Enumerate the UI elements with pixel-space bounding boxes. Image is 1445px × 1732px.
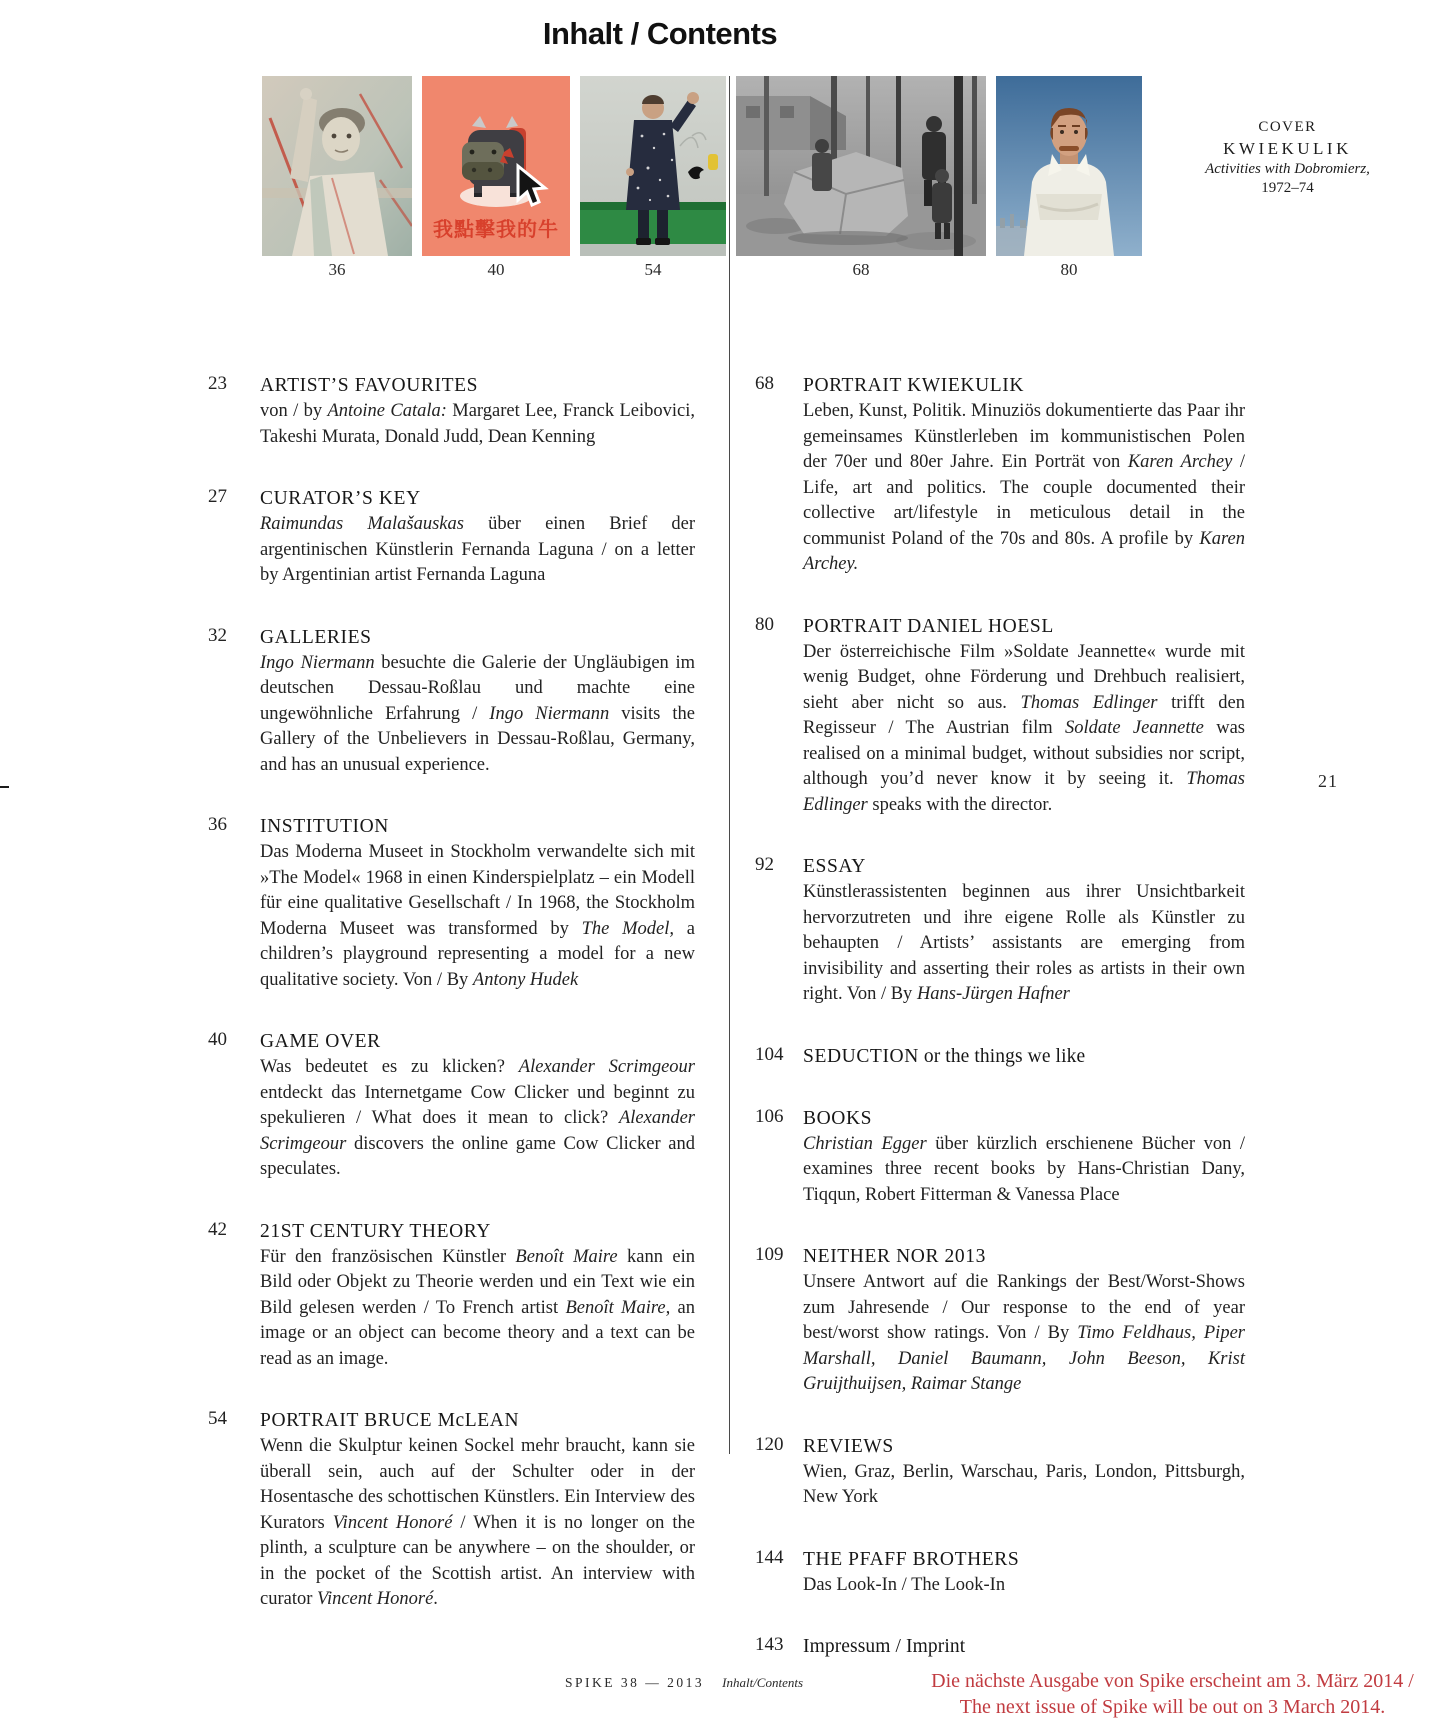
toc-entry-120 — [755, 1434, 1245, 1511]
toc-entry-143 — [755, 1634, 1245, 1660]
toc-entry-title: SEDUCTION or the things we like — [803, 1045, 1086, 1067]
toc-entry-description: Das Moderna Museet in Stockholm verwandelte sich mit »The Model« 1968 in einen Kinderspielplatz – ein Modell für eine qualitative Gesellschaft / In 1968, the Stockholm Moderna Museet was transformed by The Model, a children’s playground representing a model for a new qualitative society. Von / By Antony Hudek — [260, 842, 695, 990]
toc-entry-144 — [755, 1547, 1245, 1599]
toc-entry-80 — [755, 614, 1245, 819]
kwiekulik-forest-photo-illustration — [736, 76, 986, 256]
toc-entry-page-number: 104 — [755, 1043, 784, 1065]
toc-entry-description: Ingo Niermann besuchte die Galerie der Ungläubigen im deutschen Dessau-Roßlau und machte eine ungewöhnliche Erfahrung / Ingo Niermann visits the Gallery of the Unbelievers in Dessau-Roßlau, Germany, and has an unusual experience. — [260, 652, 695, 775]
toc-entry-title: NEITHER NOR 2013 — [803, 1246, 986, 1267]
cover-credit — [1180, 118, 1395, 199]
toc-entry-description: Künstlerassistenten beginnen aus ihrer Unsichtbarkeit hervorzutreten und ihre eigene Rolle als Künstler zu behaupten / Artists’ assistants are emerging from invisibility and asserting their roles as artists in their own right. Von / By Hans-Jürgen Hafner — [803, 882, 1245, 1004]
cover-credit-years: 1972–74 — [1261, 180, 1314, 197]
toc-entry-page-number: 42 — [208, 1218, 227, 1240]
toc-entry-title: PORTRAIT BRUCE McLEAN — [260, 1410, 520, 1431]
toc-entry-page-number: 120 — [755, 1433, 784, 1455]
toc-entry-36 — [208, 814, 695, 993]
toc-entry-title: ESSAY — [803, 856, 866, 877]
toc-entry-page-number: 68 — [755, 373, 774, 394]
toc-entry-description: Wenn die Skulptur keinen Sockel mehr braucht, kann sie überall sein, auch auf der Schulter oder in der Hosentasche des schottischen Künstlers. Ein Interview des Kurators Vincent Honoré / When it is no longer on the plinth, a sculpture can be anywhere – on the shoulder, or in the pocket of the Scottish artist. An interview with curator Vincent Honoré. — [260, 1436, 695, 1609]
toc-entry-description: Unsere Antwort auf die Rankings der Best/Worst-Shows zum Jahresende / Our response to the end of year best/worst show ratings. Von / By Timo Feldhaus, Piper Marshall, Daniel Baumann, John Beeson, Krist Gruijthuijsen, Raimar Stange — [803, 1272, 1245, 1394]
page-folio-number: 21 — [1318, 771, 1338, 791]
toc-column-left — [208, 373, 695, 1649]
toc-entry-54 — [208, 1408, 695, 1613]
toc-entry-title: CURATOR’S KEY — [260, 488, 421, 509]
thumbnail-page-number-80: 80 — [1060, 260, 1078, 279]
masked-performer-illustration — [262, 76, 412, 256]
toc-entry-title: BOOKS — [803, 1107, 873, 1129]
toc-entry-68 — [755, 373, 1245, 578]
bruce-mclean-waving-illustration — [580, 76, 726, 256]
thumbnail-image-36 — [262, 76, 412, 256]
thumbnail-page-number-40: 40 — [487, 260, 505, 279]
thumbnail-page-number-54: 54 — [644, 260, 662, 279]
page-edge-mark — [0, 786, 9, 788]
thumbnail-image-40 — [422, 76, 570, 256]
toc-entry-description: Christian Egger über kürzlich erschienene Bücher von / examines three recent books by Hans-Christian Dany, Tiqqun, Robert Fitterman & Vanessa Place — [803, 1133, 1246, 1205]
toc-entry-title: 21ST CENTURY THEORY — [260, 1220, 491, 1242]
toc-entry-page-number: 27 — [208, 486, 227, 507]
toc-entry-page-number: 32 — [208, 624, 227, 646]
footer-section-label: Inhalt/Contents — [722, 1675, 804, 1690]
footer-magazine-issue: SPIKE 38 — 2013 — [565, 1675, 705, 1690]
toc-entry-page-number: 143 — [755, 1634, 784, 1655]
toc-entry-title: PORTRAIT DANIEL HOESL — [803, 615, 1054, 637]
toc-entry-page-number: 92 — [755, 854, 774, 875]
toc-entry-title: Impressum / Imprint — [803, 1636, 966, 1657]
cover-credit-artist: KWIEKULIK — [1223, 138, 1352, 158]
toc-entry-page-number: 80 — [755, 613, 774, 635]
next-issue-notice-de: Die nächste Ausgabe von Spike erscheint am 3. März 2014 / — [931, 1670, 1414, 1692]
toc-entry-page-number: 54 — [208, 1408, 227, 1429]
toc-entry-23 — [208, 373, 695, 450]
cover-credit-label: COVER — [1258, 119, 1317, 135]
toc-entry-109 — [755, 1244, 1245, 1398]
thumbnail-image-54 — [580, 76, 726, 256]
toc-entry-title: PORTRAIT KWIEKULIK — [803, 375, 1025, 396]
toc-entry-104 — [755, 1044, 1245, 1070]
toc-entry-title: GALLERIES — [260, 626, 372, 648]
toc-entry-description: von / by Antoine Catala: Margaret Lee, Franck Leibovici, Takeshi Murata, Donald Judd, Dean Kenning — [260, 401, 696, 447]
toc-entry-page-number: 23 — [208, 373, 227, 394]
toc-entry-42 — [208, 1219, 695, 1373]
toc-entry-40 — [208, 1029, 695, 1183]
daniel-hoesl-portrait-illustration — [996, 76, 1142, 256]
thumbnail-page-number-36: 36 — [328, 260, 346, 279]
toc-entry-description: Was bedeutet es zu klicken? Alexander Scrimgeour entdeckt das Internetgame Cow Clicker und beginnt zu spekulieren / What does it mean to click? Alexander Scrimgeour discovers the online game Cow Clicker and speculates. — [260, 1057, 695, 1179]
thumbnail-image-80 — [996, 76, 1142, 256]
toc-entry-92 — [755, 854, 1245, 1008]
toc-entry-description: Für den französischen Künstler Benoît Maire kann ein Bild oder Objekt zu Theorie werden und ein Text wie ein Bild gelesen werden / To French artist Benoît Maire, an image or an object can become theory and a text can be read as an image. — [260, 1246, 695, 1369]
toc-entry-page-number: 106 — [755, 1105, 784, 1127]
page-title: Inhalt / Contents — [542, 16, 778, 51]
next-issue-notice — [900, 1668, 1445, 1720]
thumbnail-image-68 — [736, 76, 986, 256]
toc-column-right — [755, 373, 1245, 1696]
cow-clicker-caption: 我點擊我的牛 — [433, 217, 559, 241]
toc-entry-title: INSTITUTION — [260, 816, 389, 837]
toc-entry-page-number: 40 — [208, 1029, 227, 1050]
toc-entry-106 — [755, 1106, 1245, 1209]
toc-entry-27 — [208, 486, 695, 589]
footer-imprint — [565, 1674, 825, 1692]
toc-entry-page-number: 36 — [208, 814, 227, 835]
toc-entry-description: Wien, Graz, Berlin, Warschau, Paris, London, Pittsburgh, New York — [803, 1461, 1245, 1507]
toc-entry-32 — [208, 625, 695, 779]
column-divider-rule — [729, 76, 730, 1454]
toc-entry-description: Der österreichische Film »Soldate Jeannette« wurde mit wenig Budget, ohne Förderung und Drehbuch realisiert, sieht aber nicht so aus. Thomas Edlinger trifft den Regisseur / The Austrian film Soldate Jeannette was realised on a minimal budget, without subsidies nor script, although you’d never know it by seeing it. Thomas Edlinger speaks with the director. — [803, 641, 1245, 815]
toc-entry-title: GAME OVER — [260, 1031, 381, 1052]
toc-entry-description: Leben, Kunst, Politik. Minuziös dokumentierte das Paar ihr gemeinsames Künstlerleben im kommunistischen Polen der 70er und 80er Jahre. Ein Porträt von Karen Archey / Life, art and politics. The couple documented their collective art/lifestyle in meticulous detail in the communist Poland of the 70s and 80s. A profile by Karen Archey. — [803, 401, 1245, 574]
next-issue-notice-en: The next issue of Spike will be out on 3 March 2014. — [959, 1696, 1386, 1718]
toc-entry-title: REVIEWS — [803, 1435, 894, 1457]
thumbnail-page-number-68: 68 — [852, 260, 870, 279]
toc-entry-title: ARTIST’S FAVOURITES — [260, 375, 479, 396]
toc-entry-title-suffix: or the things we like — [918, 1045, 1086, 1067]
cover-credit-work-title: Activities with Dobromierz, — [1205, 160, 1370, 177]
toc-entry-description: Raimundas Malašauskas über einen Brief der argentinischen Künstlerin Fernanda Laguna / on a letter by Argentinian artist Fernanda Laguna — [260, 514, 695, 585]
toc-entry-page-number: 144 — [755, 1546, 784, 1568]
toc-entry-page-number: 109 — [755, 1244, 784, 1265]
toc-entry-title: THE PFAFF BROTHERS — [803, 1548, 1020, 1570]
toc-entry-description: Das Look-In / The Look-In — [803, 1574, 1006, 1595]
